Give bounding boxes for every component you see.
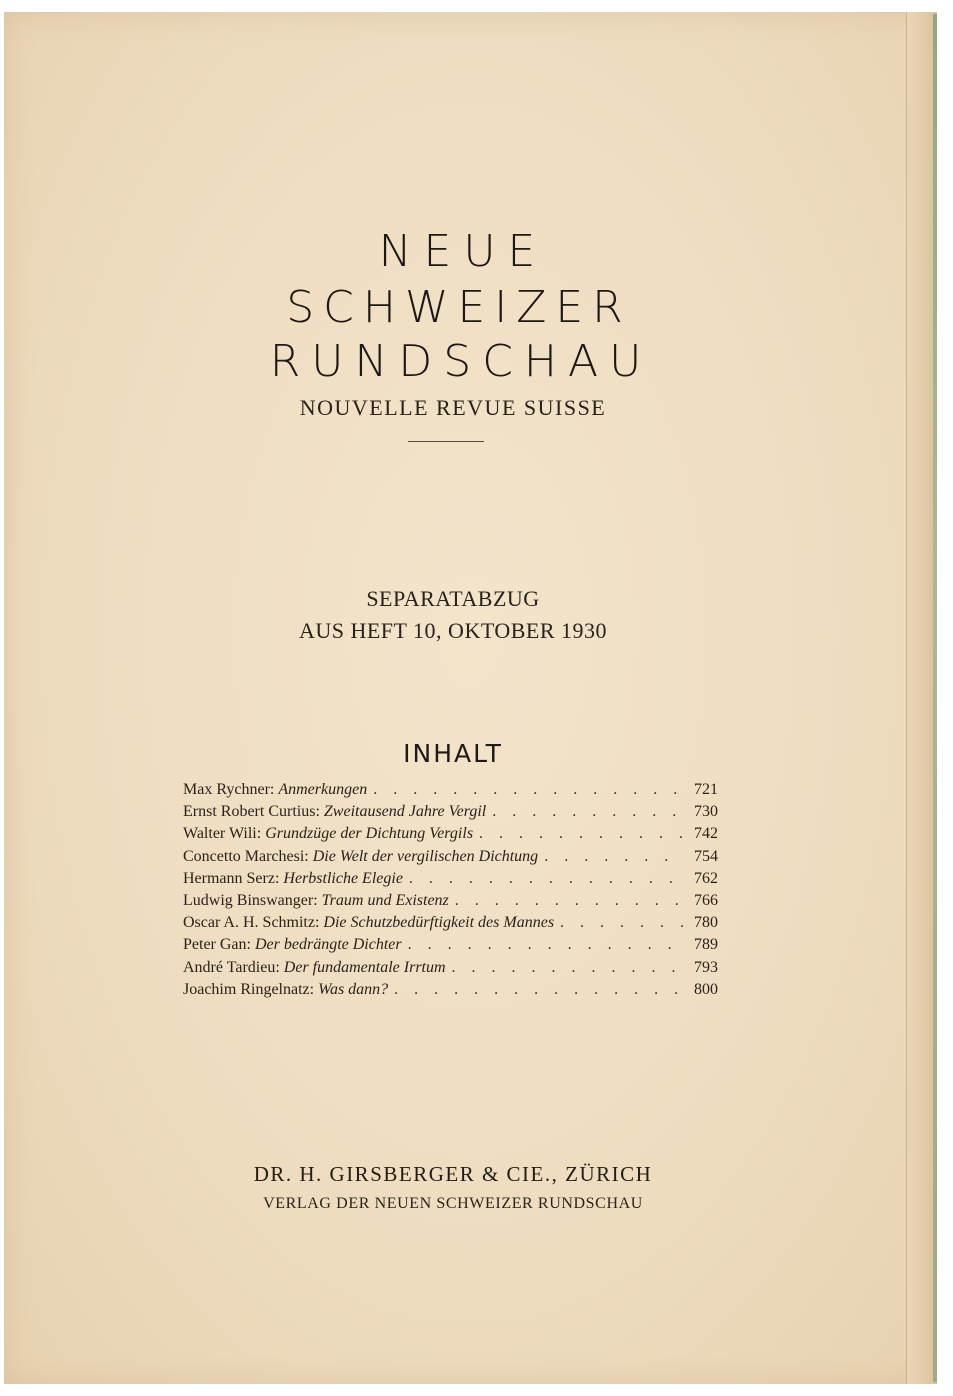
toc-page-number: 742 xyxy=(694,825,718,843)
table-of-contents xyxy=(183,781,718,1003)
toc-author: Max Rychner: xyxy=(183,781,275,798)
journal-subtitle: NOUVELLE REVUE SUISSE xyxy=(299,395,607,420)
toc-page-number: 730 xyxy=(694,803,718,821)
toc-author: Hermann Serz: xyxy=(183,869,280,887)
toc-entry xyxy=(183,914,718,936)
toc-page-number: 800 xyxy=(694,980,718,998)
toc-title: Anmerkungen xyxy=(278,781,368,798)
toc-title: Grundzüge der Dichtung Vergils xyxy=(265,825,474,843)
toc-page-number: 762 xyxy=(694,869,718,887)
toc-leader-dots xyxy=(394,981,684,999)
toc-author: André Tardieu: xyxy=(183,958,280,976)
toc-title: Der bedrängte Dichter xyxy=(254,936,402,954)
toc-title: Die Schutzbedürftigkeit des Mannes xyxy=(323,914,555,932)
toc-entry xyxy=(183,959,718,981)
toc-leader-dots xyxy=(409,870,684,888)
toc-author: Concetto Marchesi: xyxy=(183,847,309,865)
toc-entry xyxy=(183,981,718,1003)
toc-author: Ernst Robert Curtius: xyxy=(183,803,320,821)
publisher-imprint: VERLAG DER NEUEN SCHWEIZER RUNDSCHAU xyxy=(263,1195,643,1212)
toc-page-number: 721 xyxy=(694,781,718,798)
toc-leader-dots xyxy=(452,959,684,977)
toc-entry xyxy=(183,892,718,914)
toc-entry xyxy=(183,848,718,870)
toc-author: Joachim Ringelnatz: xyxy=(183,980,315,998)
toc-page-number: 789 xyxy=(694,936,718,954)
toc-entry xyxy=(183,825,718,847)
journal-title-line-2: SCHWEIZER xyxy=(286,282,632,333)
toc-page-number: 793 xyxy=(694,958,718,976)
toc-leader-dots xyxy=(373,781,684,799)
toc-leader-dots xyxy=(479,825,684,843)
publisher-name: DR. H. GIRSBERGER & CIE., ZÜRICH xyxy=(253,1162,653,1186)
toc-author: Oscar A. H. Schmitz: xyxy=(183,914,320,932)
toc-entry xyxy=(183,870,718,892)
toc-page-number: 754 xyxy=(694,847,718,865)
toc-entry xyxy=(183,936,718,958)
toc-entry xyxy=(183,781,718,803)
issue-info: AUS HEFT 10, OKTOBER 1930 xyxy=(298,618,608,643)
toc-title: Traum und Existenz xyxy=(321,891,449,909)
toc-title: Was dann? xyxy=(318,980,389,998)
toc-page-number: 780 xyxy=(694,914,718,932)
toc-author: Peter Gan: xyxy=(183,936,251,954)
journal-title-line-3: RUNDSCHAU xyxy=(269,336,653,387)
toc-leader-dots xyxy=(544,848,684,866)
toc-leader-dots xyxy=(492,803,684,821)
toc-title: Der fundamentale Irrtum xyxy=(283,958,446,976)
toc-leader-dots xyxy=(408,936,684,954)
toc-leader-dots xyxy=(560,914,684,932)
toc-page-number: 766 xyxy=(694,891,718,909)
divider-rule xyxy=(408,441,484,442)
journal-title-line-1: NEUE xyxy=(378,226,548,277)
toc-entry xyxy=(183,803,718,825)
toc-leader-dots xyxy=(455,892,684,910)
toc-title: Die Welt der vergilischen Dichtung xyxy=(312,847,539,865)
toc-author: Ludwig Binswanger: xyxy=(183,891,318,909)
offprint-label: SEPARATABZUG xyxy=(366,586,540,611)
toc-author: Walter Wili: xyxy=(183,825,262,843)
binding-edge xyxy=(933,14,937,1382)
toc-title: Zweitausend Jahre Vergil xyxy=(323,803,487,821)
toc-title: Herbstliche Elegie xyxy=(283,869,403,887)
contents-heading: INHALT xyxy=(403,739,503,768)
